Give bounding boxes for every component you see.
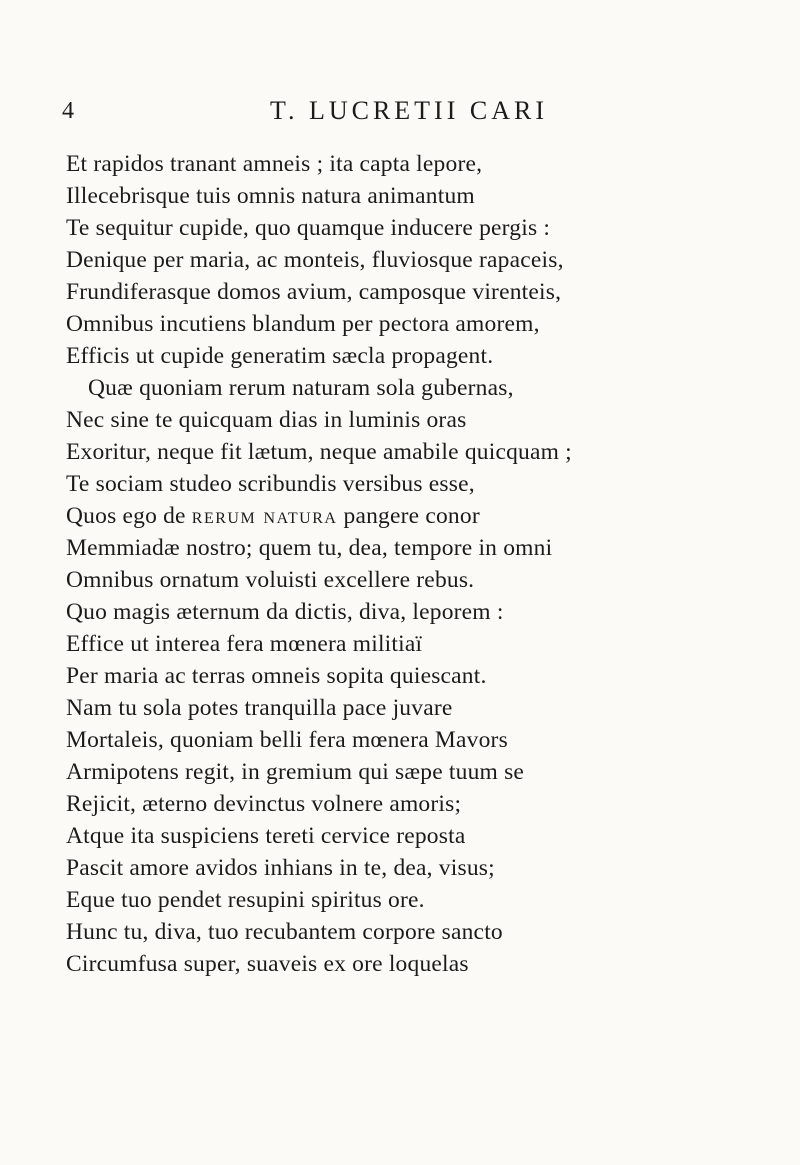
verse-line [66, 500, 480, 532]
verse-line: Efficis ut cupide generatim sæcla propagent. [66, 343, 494, 369]
verse-line: Eque tuo pendet resupini spiritus ore. [66, 887, 425, 913]
verse-line: Omnibus incutiens blandum per pectora amorem, [66, 311, 540, 337]
verse-line: Denique per maria, ac monteis, fluviosque rapaceis, [66, 247, 564, 273]
verse-line: Exoritur, neque fit lætum, neque amabile quicquam ; [66, 439, 572, 465]
verse-line: Frundiferasque domos avium, camposque virenteis, [66, 279, 562, 305]
verse-line: Quæ quoniam rerum naturam sola gubernas, [88, 375, 514, 401]
page-header [0, 92, 800, 132]
verse-line: Circumfusa super, suaveis ex ore loquelas [66, 951, 469, 977]
verse-line: Omnibus ornatum voluisti excellere rebus. [66, 567, 475, 593]
running-title: T. LUCRETII CARI [270, 96, 548, 125]
verse-line: Et rapidos tranant amneis ; ita capta lepore, [66, 151, 483, 177]
verse-line: Armipotens regit, in gremium qui sæpe tuum se [66, 759, 525, 785]
verse-line: Te sociam studeo scribundis versibus esse, [66, 471, 475, 497]
page-number: 4 [62, 98, 74, 124]
verse-line: Illecebrisque tuis omnis natura animantum [66, 183, 475, 209]
verse-line: Hunc tu, diva, tuo recubantem corpore sancto [66, 919, 503, 945]
verse-line: Memmiadæ nostro; quem tu, dea, tempore in omni [66, 535, 553, 561]
line-text: Quos ego de [66, 503, 192, 529]
verse-line: Per maria ac terras omneis sopita quiescant. [66, 663, 487, 689]
verse-line: Nam tu sola potes tranquilla pace juvare [66, 695, 453, 721]
line-text: pangere conor [337, 503, 480, 529]
verse-line: Mortaleis, quoniam belli fera mœnera Mavors [66, 727, 508, 753]
verse-line: Rejicit, æterno devinctus volnere amoris; [66, 791, 462, 817]
verse-line: Effice ut interea fera mœnera militiaï [66, 631, 423, 657]
verse-line: Nec sine te quicquam dias in luminis oras [66, 407, 467, 433]
verse-line: Pascit amore avidos inhians in te, dea, visus; [66, 855, 495, 881]
verse-line: Atque ita suspiciens tereti cervice reposta [66, 823, 466, 849]
verse-line: Quo magis æternum da dictis, diva, leporem : [66, 599, 504, 625]
verse-line: Te sequitur cupide, quo quamque inducere pergis : [66, 215, 551, 241]
work-title: rerum natura [191, 503, 338, 529]
